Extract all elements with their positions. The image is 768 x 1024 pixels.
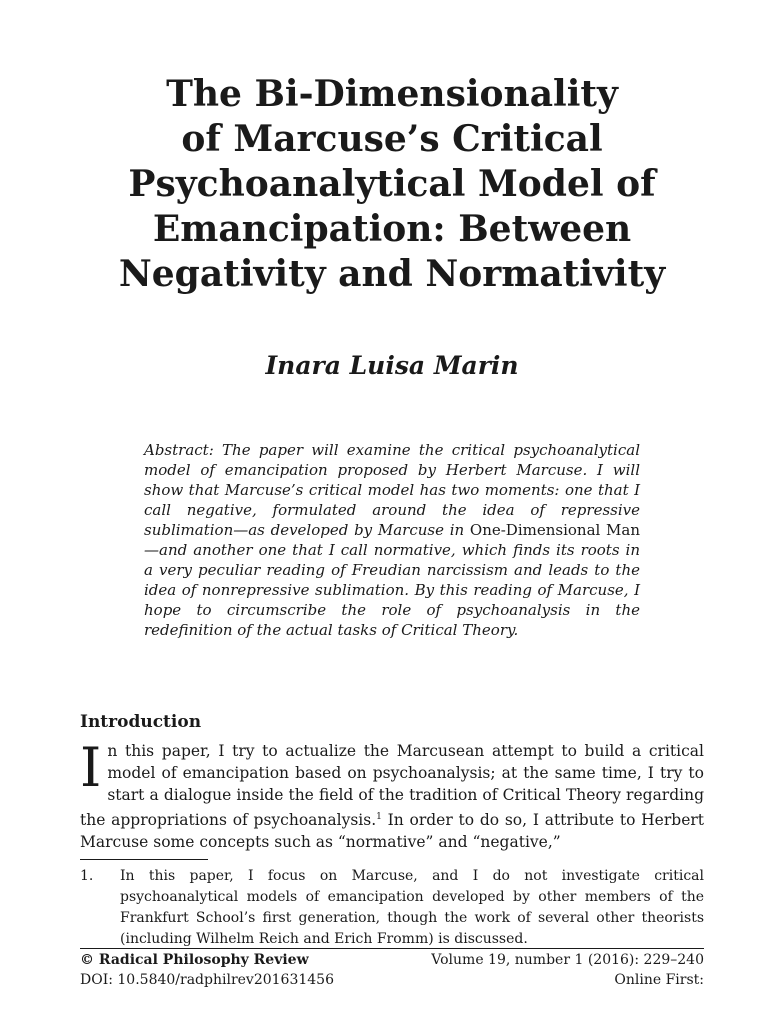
abstract-book-title: One-Dimensional Man <box>469 521 640 539</box>
page-footer <box>80 950 704 990</box>
footer-row <box>80 950 704 970</box>
abstract-text: —and another one that I call normative, which finds its roots in a very peculiar reading of Freudian narcissism and leads to the idea of nonrepressive sublimation. By this reading of Marcuse, I hope to circumscribe the role of psychoanalysis in the redefinition of the actual tasks of Critical Theory. <box>144 541 640 639</box>
abstract-text: Abstract: The paper will examine the critical psychoanalytical model of emancipation proposed by Herbert Marcuse. I will show that Marcuse’s critical model has two moments: one that I call negative, formulated around the idea of repressive sublimation—as developed by Marcuse in <box>144 441 640 539</box>
doi-link[interactable]: DOI: 10.5840/radphilrev201631456 <box>80 972 334 988</box>
intro-text: n this paper, I try to actualize the Marcusean attempt to build a critical model of emancipation based on psychoanalysis; at the same time, I try to start a dialogue inside the field of the tradition of Critical Theory regarding the appropriations of psychoanalysis. <box>80 742 704 830</box>
title-line: Negativity and Normativity <box>118 253 666 295</box>
footnote-separator <box>80 859 208 860</box>
intro-paragraph <box>80 736 704 853</box>
footnote-reference[interactable]: 1 <box>376 812 382 822</box>
title-line: Emancipation: Between <box>152 208 632 250</box>
footer-separator <box>80 948 704 949</box>
section-heading-introduction: Introduction <box>80 712 202 732</box>
footnote <box>80 866 704 950</box>
title-line: Psychoanalytical Model of <box>128 163 656 205</box>
footer-row <box>80 970 704 990</box>
abstract <box>144 440 640 640</box>
online-first-label: Online First: <box>614 972 704 988</box>
article-title <box>80 72 704 297</box>
journal-name: © Radical Philosophy Review <box>80 952 309 968</box>
footnote-number: 1. <box>80 868 94 884</box>
intro-text: In order to do so, I attribute to Herbert Marcuse some concepts such as “normative” and “negative,” <box>80 811 704 852</box>
drop-cap: I <box>80 736 102 799</box>
volume-info: Volume 19, number 1 (2016): 229–240 <box>431 952 704 968</box>
author-name: Inara Luisa Marin <box>265 351 519 380</box>
footnote-text: In this paper, I focus on Marcuse, and I do not investigate critical psychoanalytical models of emancipation developed by other members of the Frankfurt School’s first generation, though the work of several other theorists (including Wilhelm Reich and Erich Fromm) is discussed. <box>120 868 704 947</box>
title-line: of Marcuse’s Critical <box>181 118 603 160</box>
title-line: The Bi-Dimensionality <box>166 73 618 115</box>
